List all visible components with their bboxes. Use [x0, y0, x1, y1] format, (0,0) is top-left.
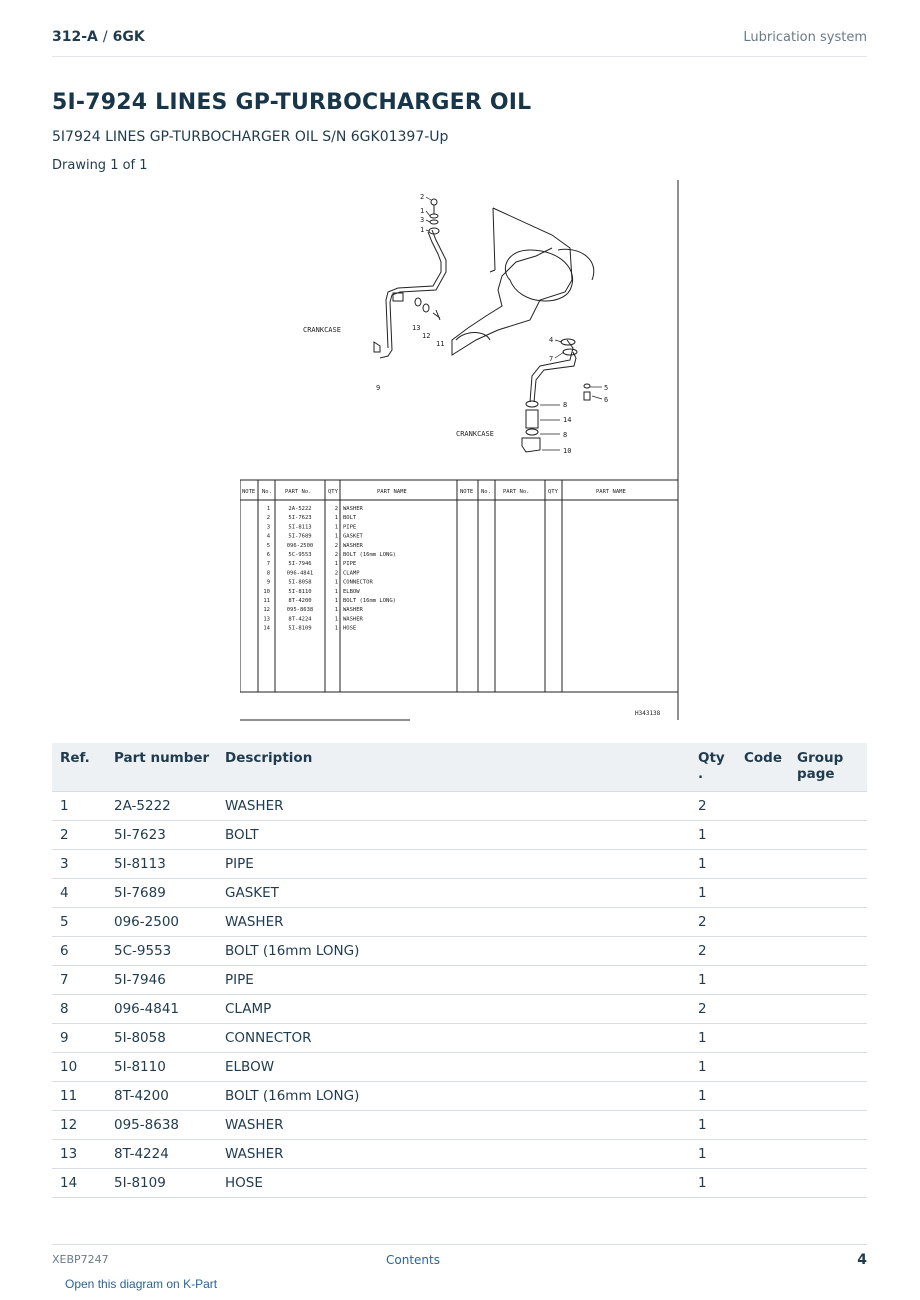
drawing-cell-no: 9	[266, 579, 270, 586]
cell-part-number: 5I-7623	[114, 821, 225, 850]
cell-ref: 14	[52, 1169, 114, 1198]
drawing-cell-name: WASHER	[343, 616, 363, 623]
cell-code	[744, 879, 797, 908]
cell-ref: 10	[52, 1053, 114, 1082]
cell-part-number: 5I-7946	[114, 966, 225, 995]
cell-part-number: 5I-7689	[114, 879, 225, 908]
cell-qty: 1	[698, 1140, 744, 1169]
cell-ref: 2	[52, 821, 114, 850]
table-row	[52, 966, 867, 995]
callout-label: 6	[604, 396, 609, 404]
callout-label: 5	[604, 384, 609, 392]
cell-group-page	[797, 1169, 867, 1198]
drawing-cell-pn: 096-4841	[286, 570, 314, 577]
cell-group-page	[797, 966, 867, 995]
drawing-cell-name: WASHER	[343, 542, 363, 549]
table-row	[52, 879, 867, 908]
page-title: 5I-7924 LINES GP-TURBOCHARGER OIL	[52, 90, 532, 115]
cell-code	[744, 908, 797, 937]
callout-label: 1	[420, 226, 425, 234]
cell-description: BOLT (16mm LONG)	[225, 937, 698, 966]
cell-code	[744, 1111, 797, 1140]
contents-link[interactable]: Contents	[386, 1253, 440, 1267]
drawing-cell-qty: 1	[334, 625, 338, 632]
cell-description: WASHER	[225, 908, 698, 937]
callout-label: 9	[376, 384, 381, 392]
cell-group-page	[797, 937, 867, 966]
cell-qty: 2	[698, 937, 744, 966]
cell-qty: 1	[698, 1082, 744, 1111]
drawing-header: PART NAME	[596, 489, 626, 495]
cell-qty: 1	[698, 879, 744, 908]
prefix-label: 6GK	[112, 29, 145, 45]
cell-group-page	[797, 908, 867, 937]
drawing-cell-no: 3	[266, 524, 270, 531]
drawing-cell-no: 10	[263, 588, 270, 595]
cell-part-number: 095-8638	[114, 1111, 225, 1140]
drawing-cell-no: 14	[263, 625, 270, 632]
drawing-header: QTY	[328, 489, 338, 495]
drawing-header: PART No.	[285, 489, 312, 495]
cell-group-page	[797, 1111, 867, 1140]
cell-part-number: 5I-8113	[114, 850, 225, 879]
callout-label: 2	[420, 193, 425, 201]
cell-ref: 4	[52, 879, 114, 908]
col-code: Code	[744, 743, 797, 792]
cell-qty: 1	[698, 821, 744, 850]
drawing-cell-qty: 2	[334, 542, 338, 549]
cell-group-page	[797, 879, 867, 908]
drawing-cell-name: ELBOW	[343, 588, 360, 595]
col-ref: Ref.	[52, 743, 114, 792]
cell-qty: 1	[698, 1111, 744, 1140]
table-row	[52, 1024, 867, 1053]
cell-description: GASKET	[225, 879, 698, 908]
drawing-cell-qty: 1	[334, 616, 338, 623]
cell-part-number: 8T-4200	[114, 1082, 225, 1111]
cell-code	[744, 1140, 797, 1169]
cell-part-number: 2A-5222	[114, 792, 225, 821]
drawing-cell-no: 11	[263, 598, 270, 604]
cell-qty: 2	[698, 792, 744, 821]
diagram-parts-list	[263, 506, 396, 632]
diagram-svg	[240, 180, 680, 725]
table-row	[52, 1111, 867, 1140]
cell-ref: 8	[52, 995, 114, 1024]
drawing-cell-qty: 1	[334, 524, 338, 531]
cell-code	[744, 966, 797, 995]
cell-ref: 5	[52, 908, 114, 937]
table-row	[52, 995, 867, 1024]
drawing-cell-no: 13	[263, 616, 270, 623]
cell-ref: 6	[52, 937, 114, 966]
drawing-cell-pn: 5I-8110	[288, 588, 312, 595]
table-header-row	[52, 743, 867, 792]
breadcrumb	[52, 29, 145, 45]
cell-group-page	[797, 1053, 867, 1082]
drawing-cell-pn: 8T-4200	[288, 598, 312, 604]
drawing-cell-qty: 1	[334, 579, 338, 586]
parts-table	[52, 743, 867, 1198]
drawing-header: PART NAME	[377, 489, 407, 495]
cell-code	[744, 821, 797, 850]
drawing-header: PART No.	[503, 489, 530, 495]
callout-label: 4	[549, 336, 554, 344]
cell-ref: 9	[52, 1024, 114, 1053]
table-row	[52, 850, 867, 879]
drawing-cell-name: PIPE	[343, 561, 357, 568]
cell-group-page	[797, 1024, 867, 1053]
table-row	[52, 1140, 867, 1169]
cell-code	[744, 1053, 797, 1082]
drawing-cell-pn: 5I-7689	[288, 533, 312, 540]
cell-part-number: 8T-4224	[114, 1140, 225, 1169]
callout-label: 11	[436, 340, 445, 348]
cell-code	[744, 995, 797, 1024]
drawing-cell-no: 6	[266, 552, 270, 558]
drawing-header: NOTE	[242, 489, 256, 495]
drawing-cell-no: 8	[266, 570, 270, 577]
cell-code	[744, 1169, 797, 1198]
callout-label: 8	[563, 401, 568, 409]
drawing-cell-no: 5	[266, 542, 270, 549]
table-row	[52, 937, 867, 966]
drawing-header: No.	[481, 489, 491, 495]
col-qty: Qty .	[698, 743, 744, 792]
drawing-header: NOTE	[460, 489, 474, 495]
open-kpart-link[interactable]: Open this diagram on K-Part	[65, 1277, 218, 1291]
drawing-cell-pn: 5C-9553	[288, 552, 312, 558]
cell-qty: 1	[698, 850, 744, 879]
document-id: XEBP7247	[52, 1253, 109, 1266]
callout-label: 10	[563, 447, 572, 455]
cell-description: CONNECTOR	[225, 1024, 698, 1053]
cell-qty: 1	[698, 1024, 744, 1053]
drawing-cell-name: HOSE	[343, 625, 357, 632]
cell-group-page	[797, 792, 867, 821]
callout-label: 8	[563, 431, 568, 439]
breadcrumb-separator: /	[102, 29, 108, 45]
drawing-header: QTY	[548, 489, 558, 495]
cell-part-number: 5I-8109	[114, 1169, 225, 1198]
cell-part-number: 5I-8110	[114, 1053, 225, 1082]
cell-qty: 1	[698, 1169, 744, 1198]
drawing-cell-no: 1	[266, 506, 270, 512]
col-part-number: Part number	[114, 743, 225, 792]
cell-qty: 2	[698, 995, 744, 1024]
drawing-cell-qty: 2	[334, 570, 338, 577]
drawing-cell-name: PIPE	[343, 524, 357, 531]
callout-label: 1	[420, 207, 425, 215]
drawing-cell-no: 12	[263, 607, 270, 614]
drawing-cell-no: 2	[266, 515, 270, 522]
callout-label: 13	[412, 324, 421, 332]
drawing-cell-name: WASHER	[343, 506, 363, 512]
diagram-table-headers	[242, 489, 626, 495]
parts-table-body	[52, 792, 867, 1198]
model-label: 312-A	[52, 29, 98, 45]
drawing-cell-pn: 5I-7946	[288, 561, 312, 568]
callout-leaders	[426, 197, 602, 450]
col-group-page: Group page	[797, 743, 867, 792]
drawing-cell-name: WASHER	[343, 607, 363, 614]
table-row	[52, 908, 867, 937]
cell-code	[744, 1082, 797, 1111]
cell-ref: 3	[52, 850, 114, 879]
drawing-cell-qty: 2	[334, 506, 338, 512]
header-bar	[52, 28, 867, 57]
drawing-cell-no: 4	[266, 533, 270, 540]
cell-description: PIPE	[225, 850, 698, 879]
cell-description: HOSE	[225, 1169, 698, 1198]
drawing-number: H343138	[635, 710, 661, 717]
cell-code	[744, 850, 797, 879]
callout-label: 12	[422, 332, 431, 340]
table-row	[52, 821, 867, 850]
cell-ref: 11	[52, 1082, 114, 1111]
drawing-cell-qty: 1	[334, 533, 338, 540]
diagram-linework	[240, 180, 678, 720]
cell-part-number: 096-4841	[114, 995, 225, 1024]
parts-diagram[interactable]	[240, 180, 680, 725]
crankcase-label: CRANKCASE	[303, 326, 341, 334]
cell-part-number: 096-2500	[114, 908, 225, 937]
drawing-cell-name: GASKET	[343, 533, 363, 540]
table-row	[52, 1082, 867, 1111]
cell-group-page	[797, 1082, 867, 1111]
drawing-cell-pn: 5I-8109	[288, 625, 312, 632]
page-subtitle: 5I7924 LINES GP-TURBOCHARGER OIL S/N 6GK01397-Up	[52, 129, 449, 145]
callout-label: 7	[549, 355, 554, 363]
drawing-cell-no: 7	[266, 561, 270, 568]
cell-description: WASHER	[225, 1140, 698, 1169]
callout-label: 14	[563, 416, 572, 424]
cell-part-number: 5C-9553	[114, 937, 225, 966]
table-row	[52, 1053, 867, 1082]
drawing-cell-qty: 1	[334, 515, 338, 522]
drawing-cell-pn: 096-2500	[286, 542, 314, 549]
drawing-cell-qty: 2	[334, 552, 338, 558]
table-row	[52, 792, 867, 821]
drawing-counter: Drawing 1 of 1	[52, 158, 148, 173]
cell-qty: 1	[698, 1053, 744, 1082]
cell-description: PIPE	[225, 966, 698, 995]
section-name: Lubrication system	[743, 30, 867, 45]
cell-description: ELBOW	[225, 1053, 698, 1082]
drawing-cell-qty: 1	[334, 598, 338, 604]
drawing-cell-name: CLAMP	[343, 570, 360, 577]
cell-qty: 2	[698, 908, 744, 937]
drawing-cell-name: BOLT	[343, 515, 357, 522]
cell-ref: 7	[52, 966, 114, 995]
cell-group-page	[797, 1140, 867, 1169]
footer-divider	[52, 1244, 867, 1245]
cell-ref: 1	[52, 792, 114, 821]
drawing-header: No.	[262, 489, 272, 495]
cell-description: WASHER	[225, 792, 698, 821]
cell-description: WASHER	[225, 1111, 698, 1140]
drawing-cell-pn: 095-8638	[286, 607, 314, 614]
drawing-cell-pn: 5I-7623	[288, 515, 312, 522]
drawing-cell-qty: 1	[334, 588, 338, 595]
cell-code	[744, 937, 797, 966]
cell-ref: 13	[52, 1140, 114, 1169]
drawing-cell-name: CONNECTOR	[343, 579, 373, 586]
page-number: 4	[857, 1252, 867, 1268]
drawing-cell-pn: 8T-4224	[288, 616, 312, 623]
drawing-cell-qty: 1	[334, 607, 338, 614]
cell-qty: 1	[698, 966, 744, 995]
cell-description: BOLT (16mm LONG)	[225, 1082, 698, 1111]
cell-description: BOLT	[225, 821, 698, 850]
drawing-cell-pn: 5I-8113	[288, 524, 312, 531]
drawing-cell-pn: 2A-5222	[288, 506, 312, 512]
drawing-cell-name: BOLT (16mm LONG)	[343, 552, 396, 558]
table-row	[52, 1169, 867, 1198]
drawing-cell-name: BOLT (16mm LONG)	[343, 598, 396, 604]
cell-code	[744, 792, 797, 821]
cell-description: CLAMP	[225, 995, 698, 1024]
cell-code	[744, 1024, 797, 1053]
cell-ref: 12	[52, 1111, 114, 1140]
col-description: Description	[225, 743, 698, 792]
crankcase-label: CRANKCASE	[456, 430, 494, 438]
cell-group-page	[797, 850, 867, 879]
diagram-callouts	[303, 193, 608, 455]
cell-group-page	[797, 821, 867, 850]
drawing-cell-qty: 1	[334, 561, 338, 568]
drawing-cell-pn: 5I-8058	[288, 579, 312, 586]
cell-group-page	[797, 995, 867, 1024]
cell-part-number: 5I-8058	[114, 1024, 225, 1053]
callout-label: 3	[420, 216, 425, 224]
